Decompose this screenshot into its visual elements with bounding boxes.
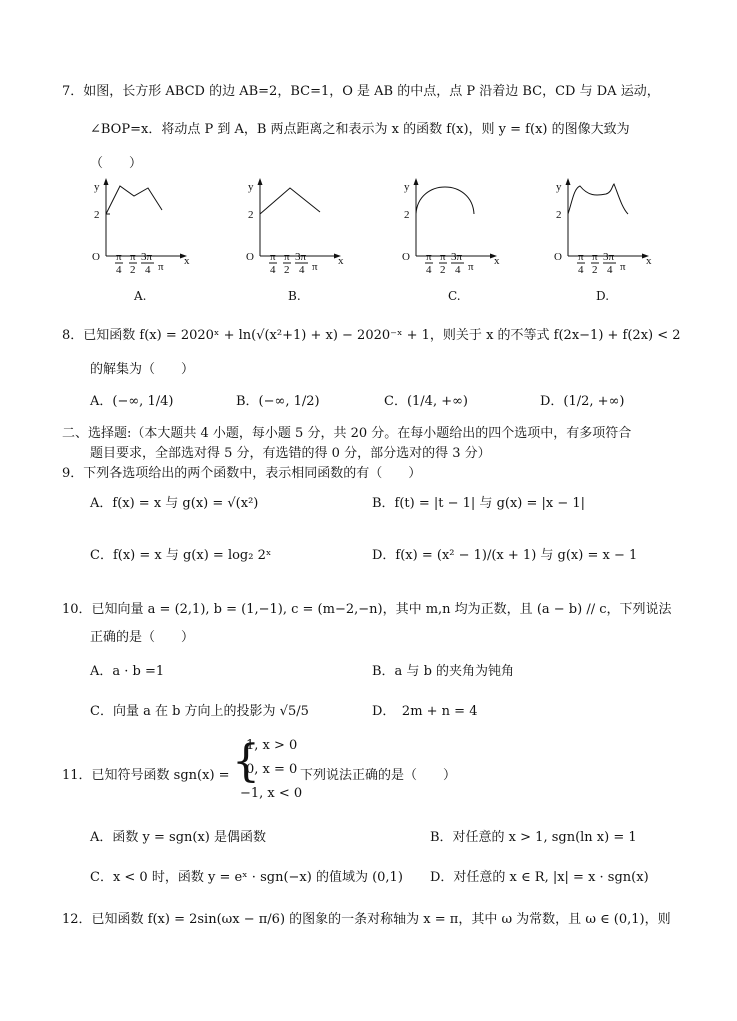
svg-text:π: π	[130, 251, 136, 263]
svg-text:π: π	[440, 251, 446, 263]
q7-answer-paren: （ ）	[90, 156, 143, 171]
q11-case-2: 0, x = 0	[246, 762, 298, 777]
graph-b-y-tick: 2	[248, 209, 254, 221]
q12-line1: 12．已知函数 f(x) = 2sin(ωx − π/6) 的图象的一条对称轴为 x = π，其中 ω 为常数，且 ω ∈ (0,1)，则	[62, 912, 671, 927]
svg-text:4: 4	[455, 264, 461, 276]
q7-graph-b	[240, 174, 350, 278]
q10-option-d: D． 2m + n = 4	[372, 704, 478, 719]
q11-stem-prefix: 11．已知符号函数 sgn(x) =	[62, 768, 230, 783]
graph-c-x-label: x	[494, 255, 500, 267]
q8-line1: 8．已知函数 f(x) = 2020ˣ + ln(√(x²+1) + x) − 2020⁻ˣ + 1，则关于 x 的不等式 f(2x−1) + f(2x) < 2	[62, 328, 681, 343]
q11-option-d: D．对任意的 x ∈ R, |x| = x · sgn(x)	[430, 870, 649, 885]
graph-d-y-label: y	[556, 181, 562, 193]
svg-text:3π: 3π	[295, 251, 307, 263]
svg-text:π: π	[270, 251, 276, 263]
q7-line2: ∠BOP=x．将动点 P 到 A，B 两点距离之和表示为 x 的函数 f(x)，则 y = f(x) 的图像大致为	[90, 122, 630, 137]
svg-text:π: π	[312, 261, 318, 273]
q10-option-c: C．向量 a 在 b 方向上的投影为 √5/5	[90, 704, 309, 719]
q9-option-b: B．f(t) = |t − 1| 与 g(x) = |x − 1|	[372, 496, 586, 511]
section2-line2: 题目要求，全部选对得 5 分，有选错的得 0 分，部分选对的得 3 分）	[90, 446, 491, 461]
svg-text:3π: 3π	[141, 251, 153, 263]
graph-c-y-label: y	[404, 181, 410, 193]
q11-stem-suffix: 下列说法正确的是（ ）	[300, 768, 457, 783]
svg-text:π: π	[158, 261, 164, 273]
q11-option-c: C．x < 0 时，函数 y = eˣ · sgn(−x) 的值域为 (0,1)	[90, 870, 403, 885]
svg-text:2: 2	[284, 264, 290, 276]
graph-a-y-label: y	[94, 181, 100, 193]
svg-text:π: π	[426, 251, 432, 263]
graph-b-x-label: x	[338, 255, 344, 267]
graph-d-y-tick: 2	[556, 209, 562, 221]
q10-option-b: B．a 与 b 的夹角为钝角	[372, 664, 515, 679]
section2-line1: 二、选择题:（本大题共 4 小题，每小题 5 分，共 20 分。在每小题给出的四个选项中，有多项符合	[62, 426, 632, 441]
svg-text:3π: 3π	[603, 251, 615, 263]
q11-option-a: A．函数 y = sgn(x) 是偶函数	[90, 830, 266, 845]
graph-c-y-tick: 2	[404, 209, 410, 221]
svg-text:2: 2	[130, 264, 136, 276]
q10-option-a: A．a · b =1	[90, 664, 165, 679]
graph-a-caption: A.	[134, 289, 147, 303]
graph-a-origin: O	[92, 251, 100, 263]
graph-d-origin: O	[554, 251, 562, 263]
q11-brace: {	[232, 736, 260, 787]
q7-graph-d	[550, 174, 660, 278]
svg-text:2: 2	[440, 264, 446, 276]
q7-graph-a	[88, 174, 198, 278]
q11-option-b: B．对任意的 x > 1, sgn(ln x) = 1	[430, 830, 637, 845]
graph-a-x-label: x	[184, 255, 190, 267]
graph-a-y-tick: 2	[94, 209, 100, 221]
svg-text:4: 4	[145, 264, 151, 276]
svg-text:π: π	[592, 251, 598, 263]
svg-text:4: 4	[426, 264, 432, 276]
graph-c-caption: C.	[448, 289, 461, 303]
graph-b-y-label: y	[248, 181, 254, 193]
svg-text:4: 4	[578, 264, 584, 276]
graph-d-caption: D.	[596, 289, 610, 303]
q10-line2: 正确的是（ ）	[90, 630, 195, 645]
q9-stem: 9．下列各选项给出的两个函数中，表示相同函数的有（ ）	[62, 466, 422, 481]
svg-text:4: 4	[299, 264, 305, 276]
q7-line1: 7．如图，长方形 ABCD 的边 AB=2，BC=1，O 是 AB 的中点，点 P 沿着边 BC，CD 与 DA 运动，	[62, 84, 660, 99]
q11-case-1: 1, x > 0	[246, 738, 298, 753]
graph-c-origin: O	[402, 251, 410, 263]
svg-text:4: 4	[116, 264, 122, 276]
q7-graph-c	[398, 174, 508, 278]
svg-text:π: π	[468, 261, 474, 273]
graph-b-caption: B.	[288, 289, 301, 303]
q11-case-3: −1, x < 0	[240, 786, 303, 801]
q9-option-c: C．f(x) = x 与 g(x) = log₂ 2ˣ	[90, 548, 272, 563]
q8-option-d: D．(1/2, +∞)	[540, 394, 625, 409]
svg-text:π: π	[284, 251, 290, 263]
svg-text:2: 2	[592, 264, 598, 276]
q8-option-a: A．(−∞, 1/4)	[90, 394, 174, 409]
svg-text:π: π	[116, 251, 122, 263]
q10-line1: 10．已知向量 a = (2,1), b = (1,−1), c = (m−2,−n)，其中 m,n 均为正数，且 (a − b) // c，下列说法	[62, 602, 672, 617]
svg-text:3π: 3π	[451, 251, 463, 263]
svg-text:4: 4	[270, 264, 276, 276]
svg-text:4: 4	[607, 264, 613, 276]
q8-option-b: B．(−∞, 1/2)	[236, 394, 320, 409]
graph-b-origin: O	[246, 251, 254, 263]
q9-option-a: A．f(x) = x 与 g(x) = √(x²)	[90, 496, 259, 511]
q8-option-c: C．(1/4, +∞)	[384, 394, 468, 409]
q8-line2: 的解集为（ ）	[90, 362, 195, 377]
graph-d-x-label: x	[646, 255, 652, 267]
q9-option-d: D．f(x) = (x² − 1)/(x + 1) 与 g(x) = x − 1	[372, 548, 638, 563]
svg-text:π: π	[578, 251, 584, 263]
svg-text:π: π	[620, 261, 626, 273]
